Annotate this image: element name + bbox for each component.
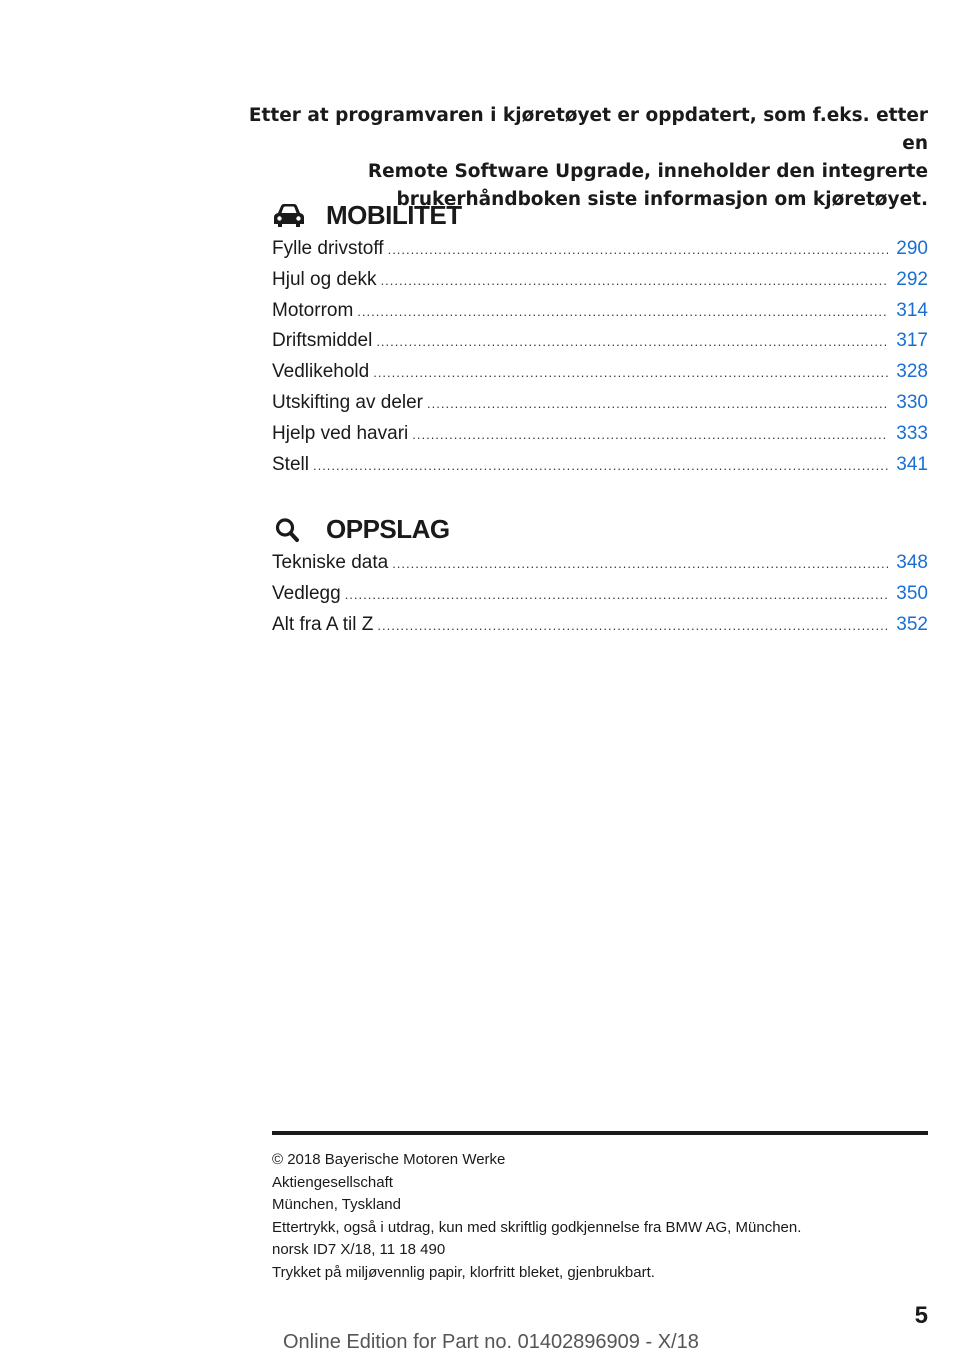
dot-leader: [376, 334, 888, 349]
imprint-line: München, Tyskland: [272, 1196, 401, 1214]
toc-entry[interactable]: [272, 614, 928, 645]
toc-entry[interactable]: [272, 238, 928, 269]
dot-leader: [377, 618, 888, 633]
toc-label: Hjul og dekk: [272, 268, 377, 290]
toc-page-link[interactable]: 352: [896, 613, 928, 635]
section-title: OPPSLAG: [326, 514, 450, 544]
section-heading-mobilitet: [272, 200, 462, 231]
divider-rule: [272, 1131, 928, 1135]
dot-leader: [313, 458, 888, 473]
intro-line: brukerhåndboken siste informasjon om kjøretøyet.: [396, 189, 928, 210]
toc-entry[interactable]: [272, 552, 928, 583]
imprint-line: Trykket på miljøvennlig papir, klorfritt bleket, gjenbrukbart.: [272, 1263, 655, 1281]
section-heading-oppslag: [272, 514, 450, 545]
toc-page-link[interactable]: 350: [896, 582, 928, 604]
toc-page-link[interactable]: 341: [896, 453, 928, 475]
toc-entry[interactable]: [272, 454, 928, 485]
toc-page-link[interactable]: 290: [896, 238, 928, 259]
imprint-line: norsk ID7 X/18, 11 18 490: [272, 1241, 446, 1259]
toc-label: Vedlikehold: [272, 361, 370, 383]
imprint-line: Aktiengesellschaft: [272, 1173, 393, 1191]
toc-page-link[interactable]: 328: [896, 361, 928, 383]
toc-label: Fylle drivstoff: [272, 238, 384, 259]
toc-label: Stell: [272, 453, 309, 475]
search-icon: [272, 517, 306, 543]
footer-edition: Online Edition for Part no. 01402896909 - X/18: [283, 1331, 699, 1353]
page-number: 5: [914, 1302, 928, 1329]
toc-page-link[interactable]: 314: [896, 299, 928, 321]
toc-label: Tekniske data: [272, 552, 389, 573]
toc-entry[interactable]: [272, 423, 928, 454]
dot-leader: [427, 396, 888, 411]
toc-entry[interactable]: [272, 361, 928, 392]
imprint-line: Ettertrykk, også i utdrag, kun med skriftlig godkjennelse fra BMW AG, München.: [272, 1218, 802, 1236]
dot-leader: [373, 365, 888, 380]
dot-leader: [388, 242, 889, 257]
toc-page-link[interactable]: 292: [896, 268, 928, 290]
toc-label: Hjelp ved havari: [272, 422, 409, 444]
toc-label: Alt fra A til Z: [272, 613, 374, 635]
toc-entry[interactable]: [272, 330, 928, 361]
imprint-line: © 2018 Bayerische Motoren Werke: [272, 1151, 506, 1168]
toc-page-link[interactable]: 330: [896, 391, 928, 413]
dot-leader: [392, 556, 888, 571]
dot-leader: [381, 273, 889, 288]
dot-leader: [345, 587, 889, 602]
dot-leader: [357, 304, 888, 319]
toc-list-oppslag: [272, 552, 928, 644]
toc-list-mobilitet: [272, 238, 928, 484]
toc-page-link[interactable]: 333: [896, 422, 928, 444]
toc-label: Vedlegg: [272, 582, 341, 604]
toc-entry[interactable]: [272, 300, 928, 331]
toc-label: Motorrom: [272, 299, 354, 321]
intro-text: [228, 102, 928, 214]
section-title: MOBILITET: [326, 200, 462, 230]
dot-leader: [412, 427, 888, 442]
intro-line: Remote Software Upgrade, inneholder den integrerte: [367, 161, 928, 182]
car-icon: [272, 203, 306, 229]
toc-page-link[interactable]: 348: [896, 552, 928, 573]
toc-entry[interactable]: [272, 269, 928, 300]
toc-label: Utskifting av deler: [272, 391, 424, 413]
toc-label: Driftsmiddel: [272, 330, 373, 352]
toc-entry[interactable]: [272, 583, 928, 614]
imprint-block: [272, 1149, 928, 1285]
toc-page-link[interactable]: 317: [896, 330, 928, 352]
toc-entry[interactable]: [272, 392, 928, 423]
intro-line: Etter at programvaren i kjøretøyet er oppdatert, som f.eks. etter en: [248, 105, 928, 154]
